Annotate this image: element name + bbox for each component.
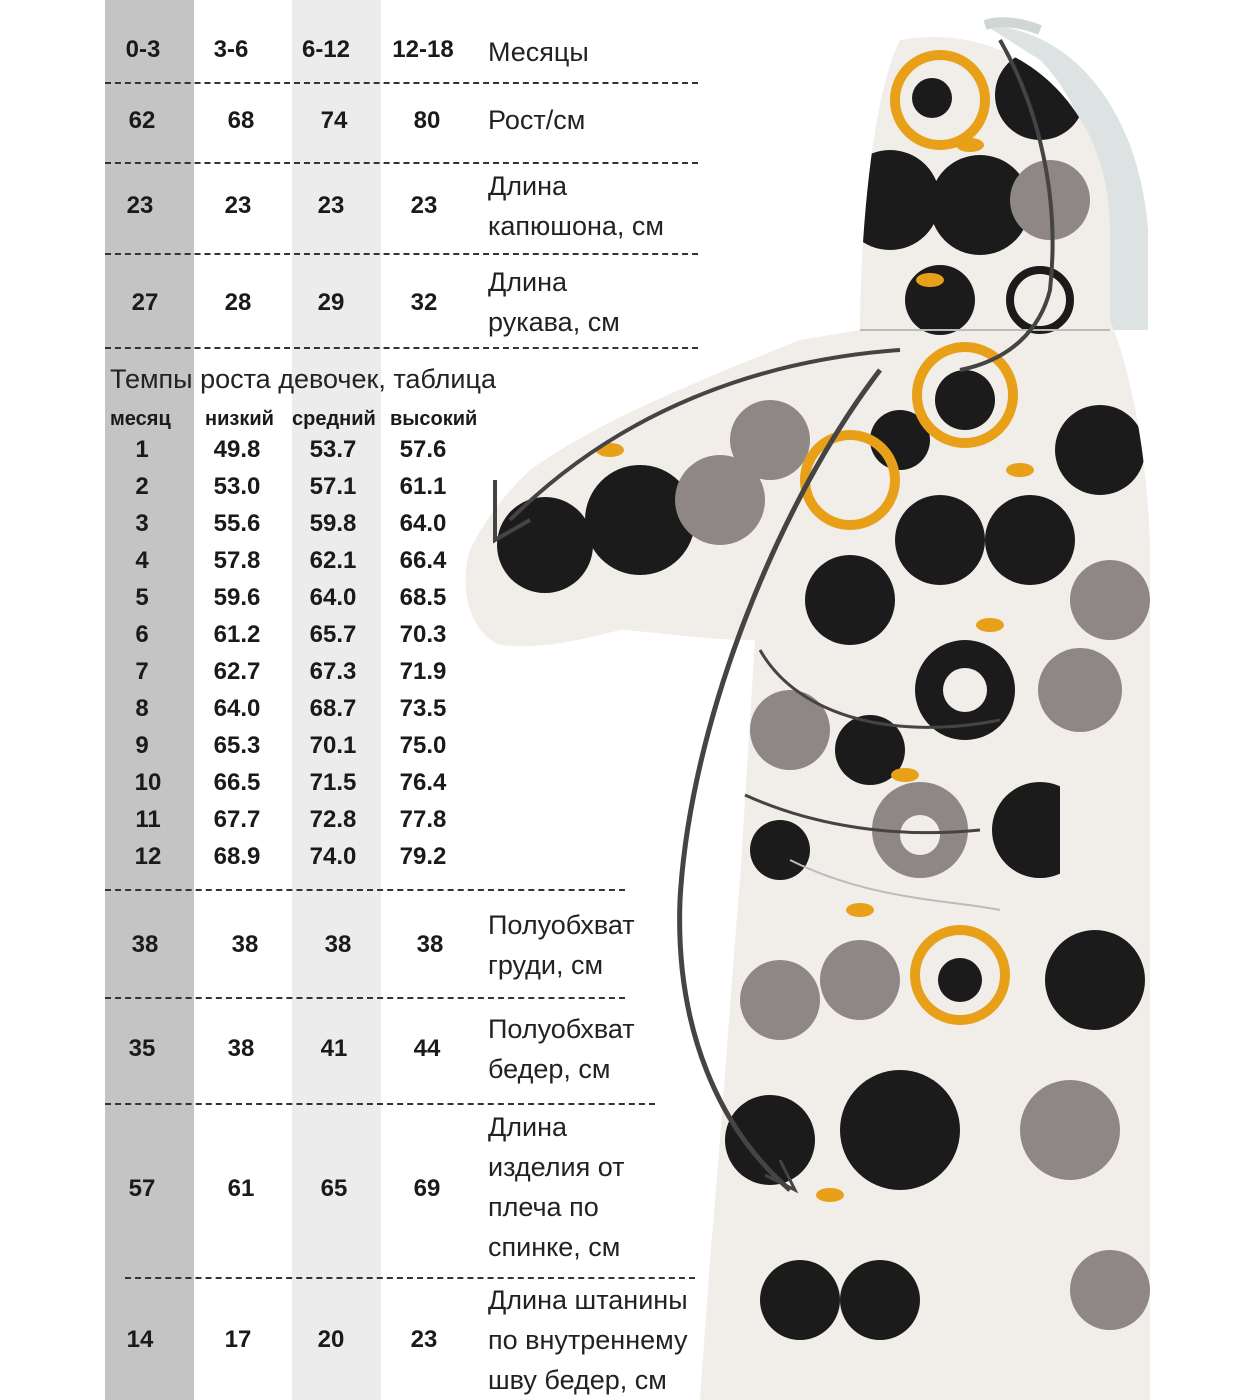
growth-cell-month: 6 — [135, 621, 149, 648]
growth-cell-month: 11 — [135, 806, 161, 833]
growth-cell-low: 57.8 — [213, 547, 261, 574]
size-value: 61 — [227, 1175, 255, 1202]
size-value: 38 — [227, 1035, 255, 1062]
growth-cell-month: 3 — [135, 510, 149, 537]
growth-cell-low: 61.2 — [213, 621, 261, 648]
growth-cell-high: 73.5 — [399, 695, 447, 722]
growth-cell-low: 65.3 — [213, 732, 261, 759]
growth-cell-high: 79.2 — [399, 843, 447, 870]
growth-cell-high: 64.0 — [399, 510, 447, 537]
size-value: 74 — [320, 107, 348, 134]
divider — [105, 1103, 655, 1105]
growth-cell-low: 55.6 — [213, 510, 261, 537]
size-value: 6-12 — [301, 36, 351, 63]
size-value: 23 — [410, 192, 438, 219]
size-value: 29 — [317, 289, 345, 316]
growth-cell-low: 53.0 — [213, 473, 261, 500]
size-value: 23 — [410, 1326, 438, 1353]
growth-cell-high: 61.1 — [399, 473, 447, 500]
growth-cell-month: 5 — [135, 584, 149, 611]
growth-cell-mid: 64.0 — [309, 584, 357, 611]
growth-cell-high: 66.4 — [399, 547, 447, 574]
growth-cell-mid: 65.7 — [309, 621, 357, 648]
growth-header-mid: средний — [292, 408, 376, 430]
growth-header-high: высокий — [390, 408, 478, 430]
growth-cell-low: 49.8 — [213, 436, 261, 463]
divider — [105, 253, 698, 255]
growth-cell-low: 68.9 — [213, 843, 261, 870]
growth-cell-high: 57.6 — [399, 436, 447, 463]
size-value: 12-18 — [392, 36, 454, 63]
size-value: 23 — [224, 192, 252, 219]
growth-cell-low: 64.0 — [213, 695, 261, 722]
size-value: 38 — [324, 931, 352, 958]
size-value: 28 — [224, 289, 252, 316]
divider — [105, 162, 698, 164]
size-value: 23 — [126, 192, 154, 219]
size-value: 65 — [320, 1175, 348, 1202]
size-value: 27 — [131, 289, 159, 316]
growth-cell-low: 67.7 — [213, 806, 261, 833]
growth-cell-mid: 68.7 — [309, 695, 357, 722]
size-value: 23 — [317, 192, 345, 219]
size-value: 62 — [128, 107, 156, 134]
size-row-label: Полуобхват бедер, см — [488, 1014, 635, 1084]
growth-cell-mid: 71.5 — [309, 769, 357, 796]
size-value: 20 — [317, 1326, 345, 1353]
size-row-label: Длина капюшона, см — [488, 171, 664, 241]
size-value: 69 — [413, 1175, 441, 1202]
divider — [105, 82, 698, 84]
growth-cell-high: 68.5 — [399, 584, 447, 611]
size-row-label: Рост/см — [488, 105, 586, 135]
divider — [105, 889, 625, 891]
growth-cell-mid: 59.8 — [309, 510, 357, 537]
growth-cell-high: 71.9 — [399, 658, 447, 685]
size-value: 41 — [320, 1035, 348, 1062]
growth-cell-high: 75.0 — [399, 732, 447, 759]
growth-cell-month: 7 — [135, 658, 149, 685]
growth-cell-mid: 53.7 — [309, 436, 357, 463]
size-value: 38 — [416, 931, 444, 958]
growth-cell-high: 70.3 — [399, 621, 447, 648]
growth-cell-mid: 57.1 — [309, 473, 357, 500]
size-row-label: Длина рукава, см — [488, 267, 620, 337]
growth-cell-mid: 74.0 — [309, 843, 357, 870]
growth-cell-month: 10 — [134, 769, 162, 796]
growth-cell-low: 66.5 — [213, 769, 261, 796]
size-value: 80 — [413, 107, 441, 134]
size-row-label: Длина изделия от плеча по спинке, см — [488, 1112, 625, 1262]
growth-cell-mid: 62.1 — [309, 547, 357, 574]
size-value: 57 — [128, 1175, 156, 1202]
size-value: 35 — [128, 1035, 156, 1062]
size-value: 38 — [131, 931, 159, 958]
growth-cell-high: 77.8 — [399, 806, 447, 833]
divider — [105, 347, 698, 349]
growth-table-title: Темпы роста девочек, таблица — [110, 364, 496, 394]
growth-header-month: месяц — [110, 408, 171, 430]
size-value: 0-3 — [125, 36, 161, 63]
growth-cell-month: 2 — [135, 473, 149, 500]
size-row-label: Длина штанины по внутреннему шву бедер, см — [488, 1285, 688, 1395]
size-row-label: Полуобхват груди, см — [488, 910, 635, 980]
growth-cell-low: 59.6 — [213, 584, 261, 611]
growth-cell-mid: 70.1 — [309, 732, 357, 759]
size-value: 38 — [231, 931, 259, 958]
size-value: 14 — [126, 1326, 154, 1353]
size-value: 3-6 — [213, 36, 249, 63]
size-value: 32 — [410, 289, 438, 316]
growth-cell-month: 9 — [135, 732, 149, 759]
growth-cell-mid: 67.3 — [309, 658, 357, 685]
divider — [105, 997, 625, 999]
growth-cell-low: 62.7 — [213, 658, 261, 685]
growth-header-low: низкий — [205, 408, 274, 430]
growth-cell-month: 12 — [134, 843, 162, 870]
growth-cell-month: 4 — [135, 547, 149, 574]
size-value: 17 — [224, 1326, 252, 1353]
size-value: 68 — [227, 107, 255, 134]
size-row-label: Месяцы — [488, 37, 589, 67]
growth-cell-mid: 72.8 — [309, 806, 357, 833]
growth-cell-month: 8 — [135, 695, 149, 722]
growth-cell-high: 76.4 — [399, 769, 447, 796]
growth-cell-month: 1 — [135, 436, 149, 463]
size-value: 44 — [413, 1035, 441, 1062]
divider — [125, 1277, 695, 1279]
